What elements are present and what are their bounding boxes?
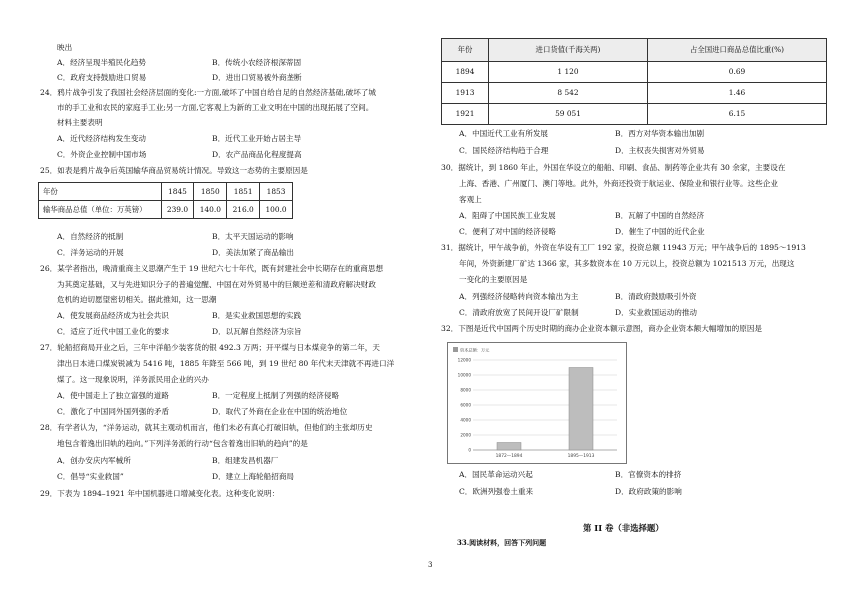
table-row (39, 183, 293, 201)
q24-option-b: B．近代工业开始占居主导 (212, 134, 302, 143)
y-tick-label: 2000 (460, 432, 471, 438)
q26-line-2: 为其奠定基础，又与先进知识分子的普遍觉醒、中国在对外贸易中的巨额逆差和清政府解决财政 (57, 280, 376, 289)
capital-bar-chart (447, 342, 627, 464)
q28-option-c: C．倡导“实业救国” (57, 472, 124, 481)
q32-stem: 32．下图是近代中国两个历史时期的商办企业资本额示意图，商办企业资本额大幅增加的原因是 (441, 324, 763, 333)
table-cell: 1845 (161, 183, 194, 201)
y-tick-label: 10000 (457, 372, 471, 378)
q32-option-c: C．欧洲列强卷土重来 (459, 487, 534, 496)
table-header-cell: 年份 (442, 39, 489, 62)
table-cell: 6.15 (648, 104, 827, 125)
q24-line-1: 24．鸦片战争引发了我国社会经济层面的变化:一方面,破坏了中国自给自足的自然经济基础,破坏了城 (40, 88, 376, 97)
q26-option-d: D．以瓦解自然经济为宗旨 (212, 327, 302, 336)
q30-option-a: A．阻碍了中国民族工业发展 (459, 211, 556, 220)
q27-line-2: 津出日本进口煤炭锐减为 5416 吨，1885 年降至 566 吨，到 19 世纪 80 年代末天津就不再进口洋 (57, 359, 395, 368)
q26-option-b: B．是实业救国思想的实践 (212, 311, 302, 320)
table-cell: 1.46 (648, 83, 827, 104)
q26-option-a: A．使发展商品经济成为社会共识 (57, 311, 169, 320)
table-row (442, 104, 827, 125)
q27-option-d: D．取代了外商在企业在中国的统治地位 (212, 407, 348, 416)
q25-option-d: D．美法加紧了商品输出 (212, 248, 295, 257)
q27-line-3: 煤了。这一现象说明，洋务派民用企业的兴办 (57, 375, 209, 384)
q24-option-c: C．外资企业控制中国市场 (57, 150, 147, 159)
q24-line-2: 市的手工业和农民的家庭手工业;另一方面,它客观上为新的工业文明在中国的出现拓展了空间。 (57, 103, 374, 112)
q25-stem: 25．如表是鸦片战争后英国输华商品贸易统计情况。导致这一态势的主要原因是 (40, 166, 308, 175)
table-cell: 年份 (39, 183, 162, 201)
y-tick-label: 6000 (460, 402, 471, 408)
y-tick-label: 12000 (457, 357, 471, 363)
q29-table (441, 38, 827, 125)
q29-stem: 29．下表为 1894–1921 年中国机器进口增减变化表。这种变化说明： (40, 489, 280, 498)
table-header-cell: 占全国进口商品总值比重(%) (648, 39, 827, 62)
table-cell: 1913 (442, 83, 489, 104)
q23-option-c: C．政府支持鼓励进口贸易 (57, 73, 147, 82)
q32-option-a: A．国民革命运动兴起 (459, 470, 533, 479)
q25-table (38, 182, 293, 219)
q25-option-b: B．太平天国运动的影响 (212, 232, 294, 241)
q29-option-b: B．西方对华资本输出加剧 (615, 129, 705, 138)
q30-option-d: D．催生了中国的近代企业 (615, 227, 705, 236)
table-row (442, 62, 827, 83)
table-cell: 1851 (227, 183, 260, 201)
q30-line-3: 客观上 (459, 195, 482, 204)
y-tick-label: 0 (468, 447, 471, 453)
q23-option-d: D．进出口贸易被外商垄断 (212, 73, 302, 82)
q24-option-d: D．农产品商品化程度提高 (212, 150, 302, 159)
table-row (442, 83, 827, 104)
x-tick-label: 1872—1894 (495, 454, 523, 459)
q27-option-c: C．激化了中国同外国列强的矛盾 (57, 407, 170, 416)
table-cell: 1894 (442, 62, 489, 83)
q31-option-b: B．清政府鼓励吸引外资 (615, 292, 697, 301)
table-cell: 1921 (442, 104, 489, 125)
q28-option-a: A．创办安庆内军械所 (57, 456, 131, 465)
bar (497, 443, 521, 451)
q33-stem: 33.阅读材料，回答下列问题 (457, 538, 547, 547)
q26-option-c: C．适应了近代中国工业化的要求 (57, 327, 170, 336)
q26-line-1: 26．某学者指出，晚清重商主义思潮产生于 19 世纪六七十年代，既有封建社会中长期存在的重商思想 (40, 264, 384, 273)
q30-option-c: C．便利了对中国的经济侵略 (459, 227, 556, 236)
q29-option-d: D．主权丧失损害对外贸易 (615, 146, 705, 155)
q27-option-a: A．使中国走上了独立富强的道路 (57, 391, 169, 400)
page-number: 3 (428, 561, 433, 569)
q23-tail: 映出 (57, 43, 73, 52)
section-title: 第 II 卷（非选择题） (583, 523, 664, 533)
table-row (39, 201, 293, 219)
q30-option-b: B．瓦解了中国的自然经济 (615, 211, 705, 220)
table-header-cell: 进口货值(千海关两) (489, 39, 648, 62)
table-header-row (442, 39, 827, 62)
table-cell: 1 120 (489, 62, 648, 83)
q32-option-d: D．政府政策的影响 (615, 487, 682, 496)
y-tick-label: 8000 (460, 387, 471, 393)
q23-option-b: B．传统小农经济根深蒂固 (212, 58, 302, 67)
table-cell: 216.0 (227, 201, 260, 219)
q24-option-a: A．近代经济结构发生变动 (57, 134, 147, 143)
q31-option-a: A．列强经济侵略转向资本输出为主 (459, 292, 579, 301)
q30-line-2: 上海、香港、广州厦门、澳门等地。此外，外商还投资于航运业、保险业和银行业等。这些企业 (459, 179, 778, 188)
table-cell: 8 542 (489, 83, 648, 104)
q31-line-2: 年间，外资新建厂矿达 1366 家，其多数资本在 10 万元以上，投资总额为 1021513 万元，出现这 (459, 259, 795, 268)
table-cell: 1853 (260, 183, 293, 201)
q31-line-1: 31．据统计，甲午战争前，外资在华设有工厂 192 家，投资总额 11943 万元；甲午战争后的 1895～1913 (441, 243, 806, 252)
q28-option-b: B．组建发昌机器厂 (212, 456, 279, 465)
legend-swatch (453, 347, 458, 352)
table-cell: 59 051 (489, 104, 648, 125)
chart-legend: 资本总额：万元 (460, 347, 490, 353)
q26-line-3: 危机的迫切愿望密切相关。据此推知，这一思潮 (57, 295, 217, 304)
table-cell: 140.0 (194, 201, 227, 219)
q29-option-c: C．国民经济结构趋于合理 (459, 146, 549, 155)
q30-line-1: 30．据统计，到 1860 年止，外国在华设立的船舶、印刷、食品、制药等企业共有 30 余家，主要设在 (441, 163, 786, 172)
table-cell: 0.69 (648, 62, 827, 83)
q29-option-a: A．中国近代工业有所发展 (459, 129, 549, 138)
y-tick-label: 4000 (460, 417, 471, 423)
q25-option-a: A．自然经济的抵制 (57, 232, 124, 241)
q31-option-d: D．实业救国运动的推动 (615, 308, 698, 317)
table-cell: 100.0 (260, 201, 293, 219)
q31-line-3: 一变化的主要原因是 (459, 275, 528, 284)
table-cell: 1850 (194, 183, 227, 201)
q27-line-1: 27．轮船招商局开业之后，三年中洋船少装客货的银 492.3 万两；开平煤与日本煤竞争的第二年，天 (40, 343, 380, 352)
q25-option-c: C．洋务运动的开展 (57, 248, 124, 257)
q28-line-1: 28．有学者认为，“洋务运动，就其主观动机而言，他们未必有真心打破旧轨，但他们的主张却历史 (40, 423, 373, 432)
table-cell: 239.0 (161, 201, 194, 219)
q28-option-d: D．建立上海轮船招商局 (212, 472, 295, 481)
bar (569, 368, 593, 451)
q23-option-a: A．经济呈现半殖民化趋势 (57, 58, 147, 67)
q32-option-b: B．官僚资本的排挤 (615, 470, 682, 479)
q24-line-3: 材料主要表明 (57, 118, 103, 127)
x-tick-label: 1895—1913 (567, 454, 595, 459)
q28-line-2: 地包含着逸出旧轨的趋向。”下列洋务派的行动“包含着逸出旧轨的趋向”的是 (57, 439, 308, 448)
q27-option-b: B．一定程度上抵制了列强的经济侵略 (212, 391, 340, 400)
table-cell: 输华商品总值（单位：万英镑） (39, 201, 162, 219)
q31-option-c: C．清政府放宽了民间开设厂矿限制 (459, 308, 579, 317)
